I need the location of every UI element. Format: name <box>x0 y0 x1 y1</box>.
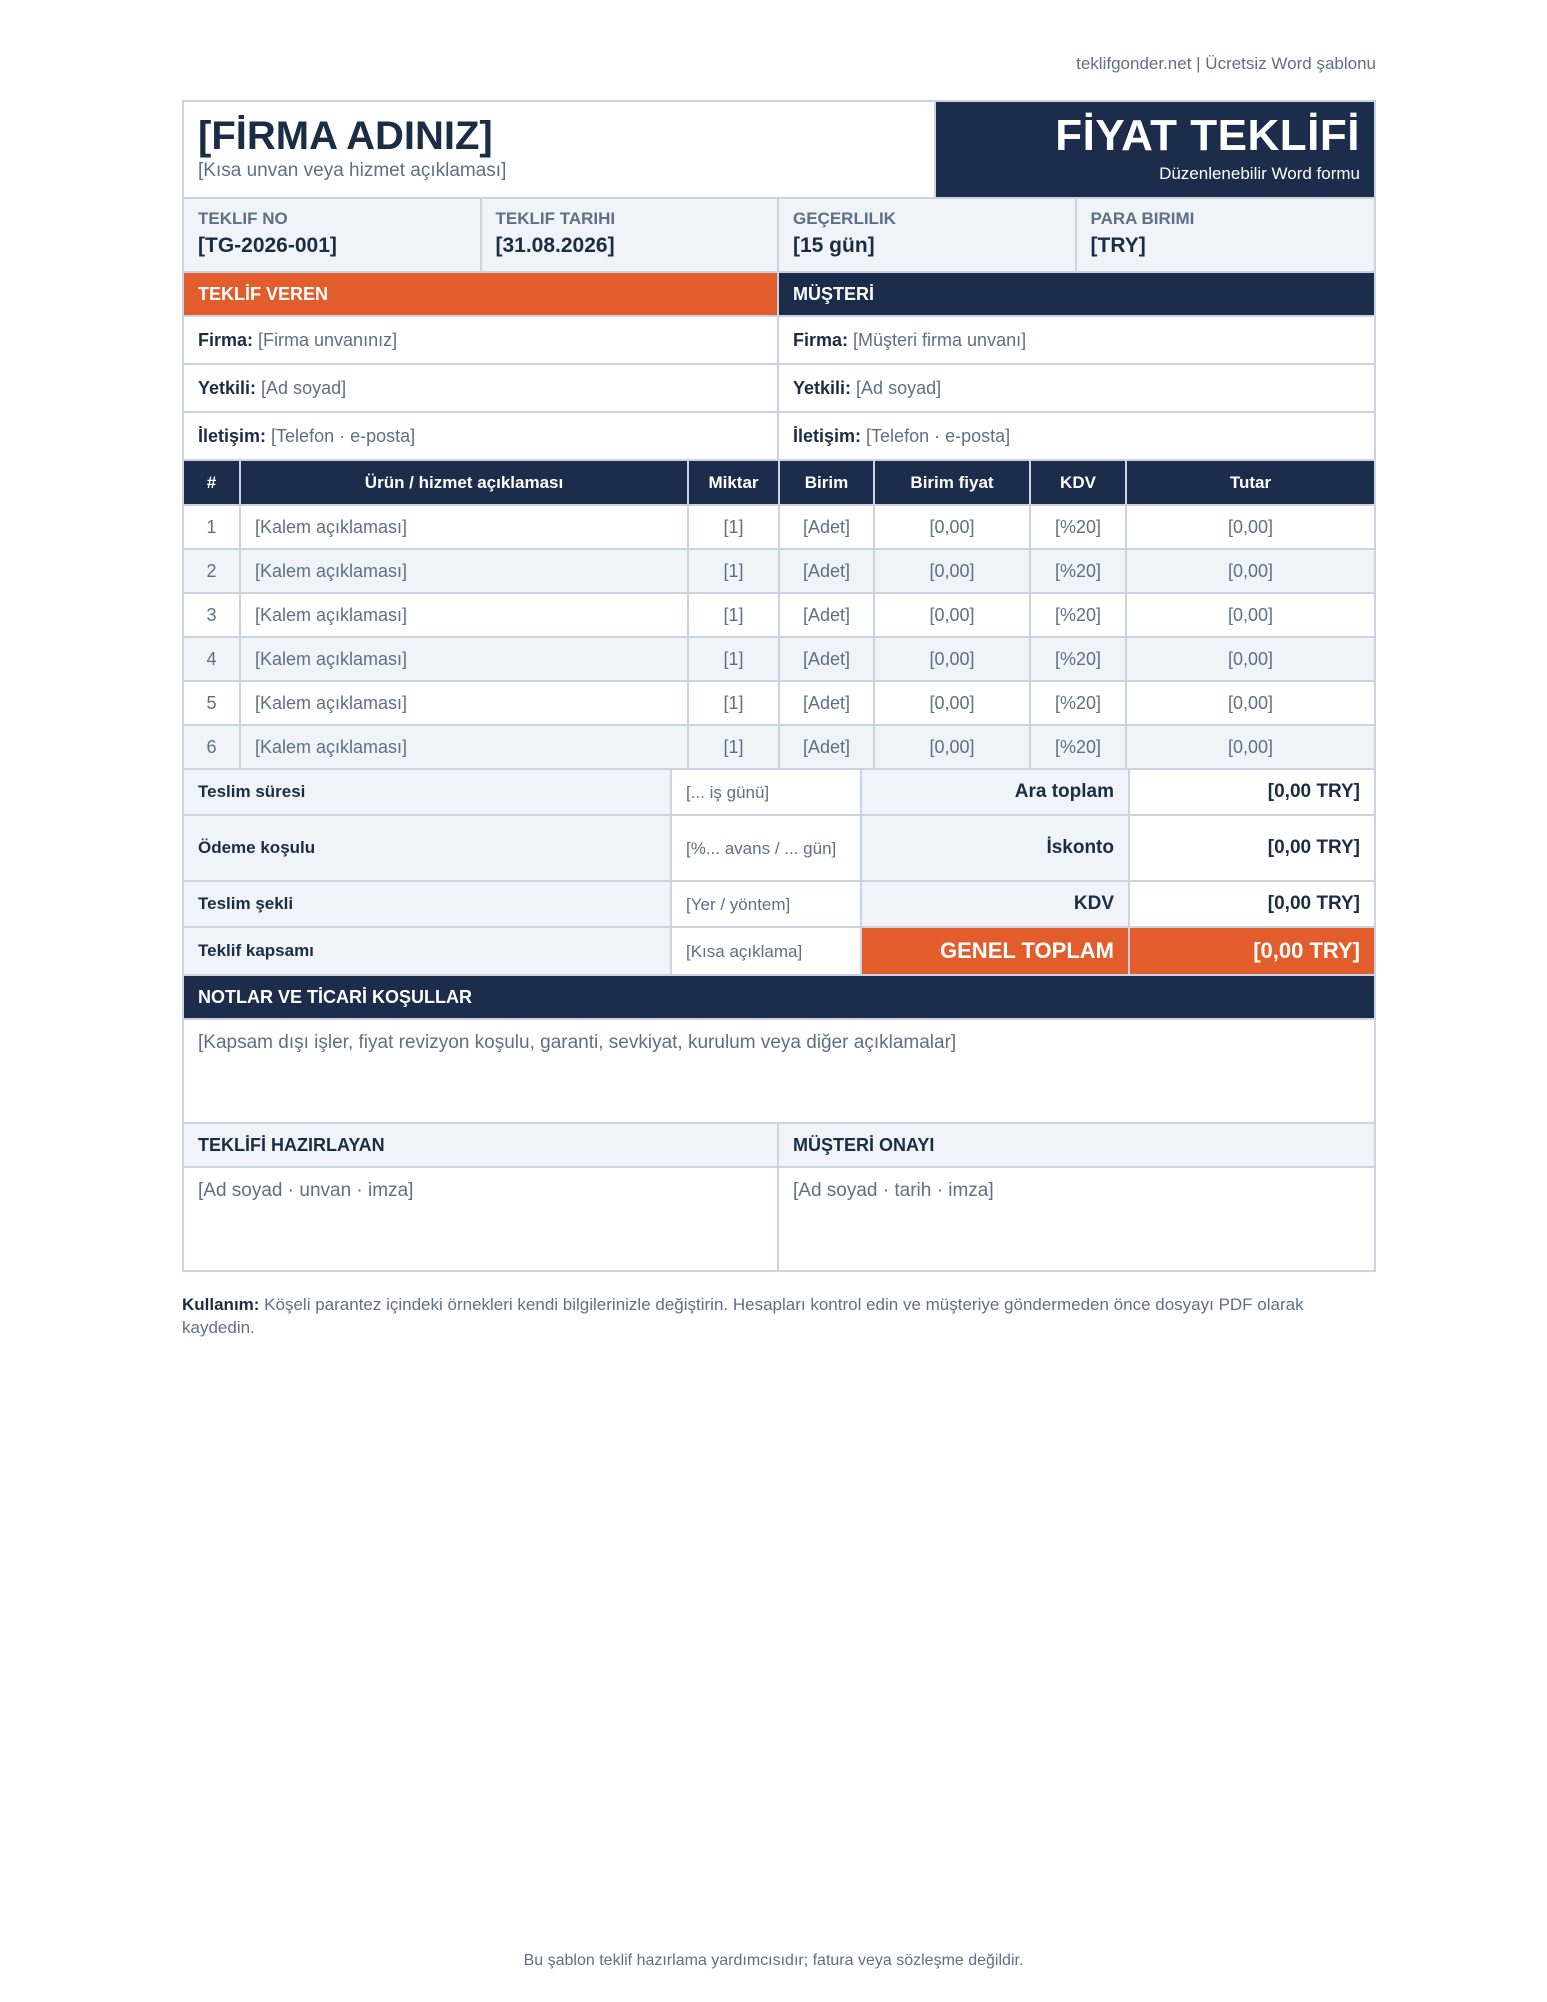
subtotal-value[interactable]: [0,00 TRY] <box>1130 770 1374 816</box>
field-label: Firma: <box>198 330 254 350</box>
table-row <box>184 593 1374 637</box>
item-unit-price[interactable]: [0,00] <box>874 637 1030 681</box>
meta-label: GEÇERLILIK <box>793 209 896 228</box>
meta-label: PARA BIRIMI <box>1090 209 1195 228</box>
firm-name[interactable]: [FİRMA ADINIZ] <box>198 114 493 158</box>
vat-total-label: KDV <box>862 882 1130 928</box>
item-vat[interactable]: [%20] <box>1030 725 1126 769</box>
row-number: 5 <box>184 681 240 725</box>
item-unit-price[interactable]: [0,00] <box>874 549 1030 593</box>
field-label: İletişim: <box>793 426 862 446</box>
item-quantity[interactable]: [1] <box>688 681 779 725</box>
item-unit[interactable]: [Adet] <box>779 681 874 725</box>
terms-row-scope <box>184 928 1374 976</box>
field-label: İletişim: <box>198 426 267 446</box>
terms-row-delivery-time <box>184 770 1374 816</box>
items-header-row <box>184 461 1374 505</box>
field-label: Yetkili: <box>793 378 852 398</box>
item-unit-price[interactable]: [0,00] <box>874 725 1030 769</box>
customer-section-title: MÜŞTERİ <box>779 273 1374 317</box>
item-description[interactable]: [Kalem açıklaması] <box>240 593 688 637</box>
row-number: 6 <box>184 725 240 769</box>
column-header: Tutar <box>1126 461 1374 505</box>
meta-quote-date[interactable] <box>482 199 780 273</box>
party-row-contact-person <box>184 365 1374 413</box>
item-description[interactable]: [Kalem açıklaması] <box>240 637 688 681</box>
item-amount[interactable]: [0,00] <box>1126 593 1374 637</box>
parties-header <box>184 273 1374 317</box>
field-value[interactable]: [Ad soyad] <box>261 378 347 398</box>
footer-disclaimer: Bu şablon teklif hazırlama yardımcısıdır; fatura veya sözleşme değildir. <box>523 1952 1024 1969</box>
row-number: 4 <box>184 637 240 681</box>
item-vat[interactable]: [%20] <box>1030 681 1126 725</box>
item-amount[interactable]: [0,00] <box>1126 681 1374 725</box>
customer-approval-title: MÜŞTERİ ONAYI <box>779 1124 1374 1168</box>
column-header: Birim fiyat <box>874 461 1030 505</box>
firm-block <box>184 102 936 199</box>
meta-value[interactable]: [15 gün] <box>793 234 875 257</box>
field-value[interactable]: [Ad soyad] <box>856 378 942 398</box>
table-row <box>184 637 1374 681</box>
field-label: Yetkili: <box>198 378 257 398</box>
party-row-firm <box>184 317 1374 365</box>
row-number: 1 <box>184 505 240 549</box>
meta-label: TEKLIF TARIHI <box>495 209 616 228</box>
item-unit[interactable]: [Adet] <box>779 549 874 593</box>
discount-label: İskonto <box>862 816 1130 882</box>
meta-value[interactable]: [TRY] <box>1090 234 1146 257</box>
item-unit[interactable]: [Adet] <box>779 505 874 549</box>
item-quantity[interactable]: [1] <box>688 637 779 681</box>
signatures-header <box>184 1124 1374 1168</box>
item-amount[interactable]: [0,00] <box>1126 505 1374 549</box>
prepared-by-title: TEKLİFİ HAZIRLAYAN <box>184 1124 779 1168</box>
grand-total-label: GENEL TOPLAM <box>862 928 1130 976</box>
usage-text: Köşeli parantez içindeki örnekleri kendi bilgilerinizle değiştirin. Hesapları kontrol edin ve müşteriye göndermeden önce dosyayı PDF olarak kaydedin. <box>182 1295 1304 1337</box>
row-number: 2 <box>184 549 240 593</box>
meta-label: TEKLIF NO <box>198 209 288 228</box>
column-header: KDV <box>1030 461 1126 505</box>
item-vat[interactable]: [%20] <box>1030 549 1126 593</box>
item-unit-price[interactable]: [0,00] <box>874 505 1030 549</box>
signatures-body <box>184 1168 1374 1270</box>
term-value[interactable]: [Kısa açıklama] <box>672 928 862 976</box>
item-description[interactable]: [Kalem açıklaması] <box>240 725 688 769</box>
item-amount[interactable]: [0,00] <box>1126 637 1374 681</box>
item-vat[interactable]: [%20] <box>1030 505 1126 549</box>
term-label: Teslim süresi <box>184 770 672 816</box>
meta-quote-no[interactable] <box>184 199 482 273</box>
item-quantity[interactable]: [1] <box>688 725 779 769</box>
table-row <box>184 725 1374 769</box>
notes-title: NOTLAR VE TİCARİ KOŞULLAR <box>184 976 1374 1020</box>
item-amount[interactable]: [0,00] <box>1126 725 1374 769</box>
row-number: 3 <box>184 593 240 637</box>
customer-communication-field[interactable] <box>779 413 1374 461</box>
item-unit[interactable]: [Adet] <box>779 637 874 681</box>
title-block <box>936 102 1374 199</box>
notes-body[interactable]: [Kapsam dışı işler, fiyat revizyon koşulu, garanti, sevkiyat, kurulum veya diğer açıklamalar] <box>184 1020 1374 1124</box>
field-value[interactable]: [Telefon · e-posta] <box>866 426 1011 446</box>
table-row <box>184 505 1374 549</box>
meta-currency[interactable] <box>1077 199 1375 273</box>
items-table <box>184 461 1374 770</box>
terms-row-delivery-method <box>184 882 1374 928</box>
sender-firm-field[interactable] <box>184 317 779 365</box>
firm-subtitle[interactable]: [Kısa unvan veya hizmet açıklaması] <box>198 160 507 181</box>
item-vat[interactable]: [%20] <box>1030 637 1126 681</box>
term-label: Teslim şekli <box>184 882 672 928</box>
usage-label: Kullanım: <box>182 1295 260 1314</box>
column-header: # <box>184 461 240 505</box>
grand-total-value[interactable]: [0,00 TRY] <box>1130 928 1374 976</box>
prepared-by-signature[interactable]: [Ad soyad · unvan · imza] <box>184 1168 779 1270</box>
sender-section-title: TEKLİF VEREN <box>184 273 779 317</box>
meta-value[interactable]: [TG-2026-001] <box>198 234 337 257</box>
customer-contact-person-field[interactable] <box>779 365 1374 413</box>
quote-form <box>182 100 1376 1272</box>
table-row <box>184 549 1374 593</box>
vat-total-value[interactable]: [0,00 TRY] <box>1130 882 1374 928</box>
term-label: Teklif kapsamı <box>184 928 672 976</box>
item-amount[interactable]: [0,00] <box>1126 549 1374 593</box>
term-value[interactable]: [... iş günü] <box>672 770 862 816</box>
item-unit[interactable]: [Adet] <box>779 593 874 637</box>
item-unit-price[interactable]: [0,00] <box>874 593 1030 637</box>
field-value[interactable]: [Firma unvanınız] <box>258 330 398 350</box>
item-description[interactable]: [Kalem açıklaması] <box>240 681 688 725</box>
field-value[interactable]: [Müşteri firma unvanı] <box>853 330 1027 350</box>
item-unit[interactable]: [Adet] <box>779 725 874 769</box>
column-header: Birim <box>779 461 874 505</box>
subtotal-label: Ara toplam <box>862 770 1130 816</box>
column-header: Miktar <box>688 461 779 505</box>
term-value[interactable]: [%... avans / ... gün] <box>672 816 862 882</box>
field-label: Firma: <box>793 330 849 350</box>
meta-row <box>184 199 1374 273</box>
party-row-communication <box>184 413 1374 461</box>
meta-validity[interactable] <box>779 199 1077 273</box>
item-quantity[interactable]: [1] <box>688 505 779 549</box>
term-label: Ödeme koşulu <box>184 816 672 882</box>
usage-note <box>182 1293 1376 1339</box>
customer-firm-field[interactable] <box>779 317 1374 365</box>
sender-communication-field[interactable] <box>184 413 779 461</box>
form-header <box>184 102 1374 199</box>
item-quantity[interactable]: [1] <box>688 593 779 637</box>
table-row <box>184 681 1374 725</box>
document-title: FİYAT TEKLİFİ <box>1055 111 1360 160</box>
field-value[interactable]: [Telefon · e-posta] <box>271 426 416 446</box>
discount-value[interactable]: [0,00 TRY] <box>1130 816 1374 882</box>
top-note: teklifgonder.net | Ücretsiz Word şablonu <box>1076 54 1376 73</box>
item-quantity[interactable]: [1] <box>688 549 779 593</box>
sender-contact-person-field[interactable] <box>184 365 779 413</box>
item-unit-price[interactable]: [0,00] <box>874 681 1030 725</box>
item-description[interactable]: [Kalem açıklaması] <box>240 505 688 549</box>
customer-approval-signature[interactable]: [Ad soyad · tarih · imza] <box>793 1180 994 1201</box>
item-vat[interactable]: [%20] <box>1030 593 1126 637</box>
column-header: Ürün / hizmet açıklaması <box>240 461 688 505</box>
meta-value[interactable]: [31.08.2026] <box>495 234 615 257</box>
item-description[interactable]: [Kalem açıklaması] <box>240 549 688 593</box>
document-subtitle: Düzenlenebilir Word formu <box>1159 164 1360 183</box>
term-value[interactable]: [Yer / yöntem] <box>672 882 862 928</box>
terms-row-payment <box>184 816 1374 882</box>
